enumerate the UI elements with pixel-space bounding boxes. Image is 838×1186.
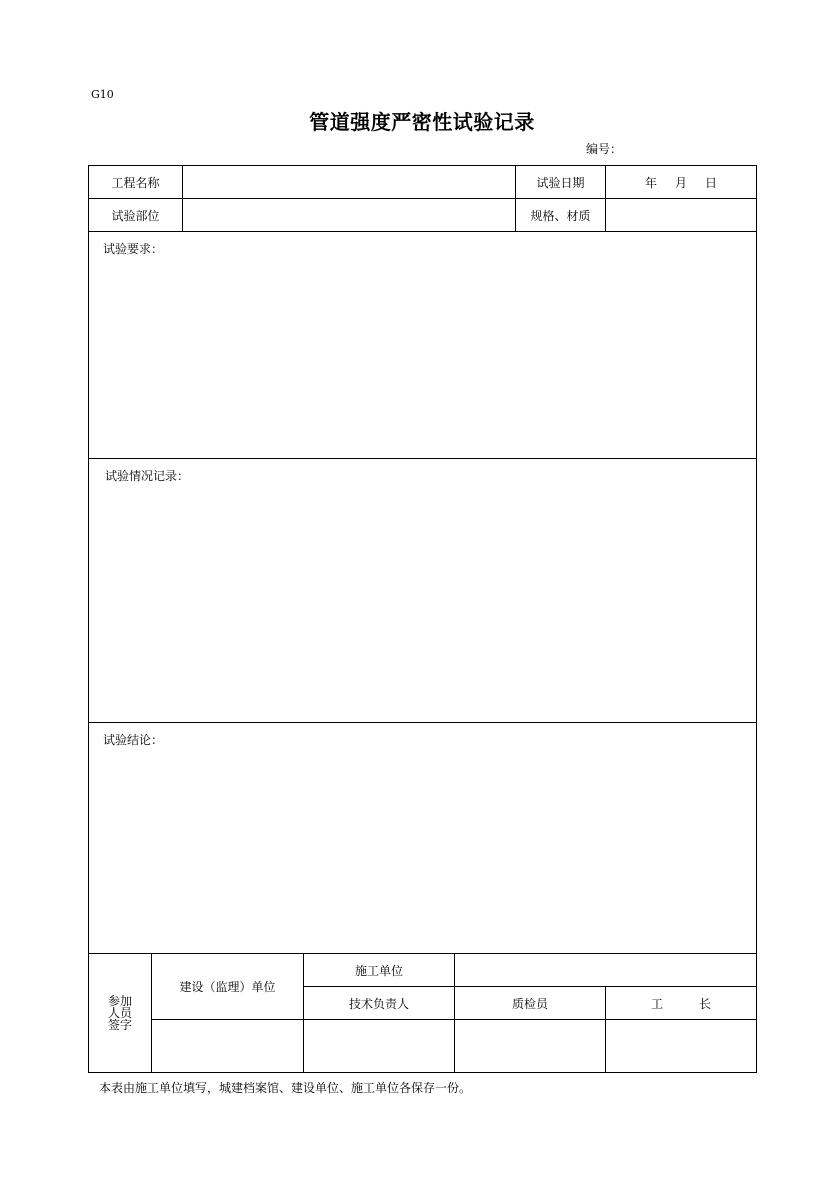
project-name-field[interactable] [183, 166, 516, 199]
contractor-unit-field[interactable] [455, 954, 757, 987]
test-part-field[interactable] [183, 199, 516, 232]
test-conclusion-label: 试验结论： [103, 733, 164, 747]
project-name-label: 工程名称 [89, 166, 183, 199]
date-month: 月 [675, 175, 688, 190]
foreman-label-right: 长 [699, 996, 712, 1011]
test-part-label: 试验部位 [89, 199, 183, 232]
quality-inspector-label: 质检员 [455, 987, 606, 1020]
contractor-unit-label: 施工单位 [304, 954, 455, 987]
test-conclusion-section[interactable] [89, 723, 757, 954]
document-title: 管道强度严密性试验记录 [309, 110, 535, 134]
foreman-signature-field[interactable] [606, 1020, 757, 1073]
test-requirements-label: 试验要求： [103, 242, 164, 256]
technical-lead-signature-field[interactable] [304, 1020, 455, 1073]
date-year: 年 [645, 175, 658, 190]
construction-supervision-label: 建设（监理）单位 [152, 954, 304, 1020]
serial-number-label: 编号： [586, 142, 623, 156]
foreman-label-left: 工 [651, 996, 664, 1011]
foreman-label [606, 987, 757, 1020]
test-record-form [88, 165, 757, 1073]
test-requirements-section[interactable] [89, 232, 757, 459]
signature-group-label-cell [89, 954, 152, 1073]
test-record-section[interactable] [89, 459, 757, 723]
spec-material-field[interactable] [606, 199, 757, 232]
date-day: 日 [705, 175, 718, 190]
form-code: G10 [91, 88, 114, 101]
footnote: 本表由施工单位填写，城建档案馆、建设单位、施工单位各保存一份。 [99, 1081, 472, 1095]
spec-material-label: 规格、材质 [516, 199, 606, 232]
signature-group-label: 参加人员签字 [107, 993, 132, 1032]
construction-supervision-signature-field[interactable] [152, 1020, 304, 1073]
quality-inspector-signature-field[interactable] [455, 1020, 606, 1073]
test-date-label: 试验日期 [516, 166, 606, 199]
test-record-label: 试验情况记录： [105, 469, 190, 483]
test-date-field[interactable] [606, 166, 757, 199]
technical-lead-label: 技术负责人 [304, 987, 455, 1020]
